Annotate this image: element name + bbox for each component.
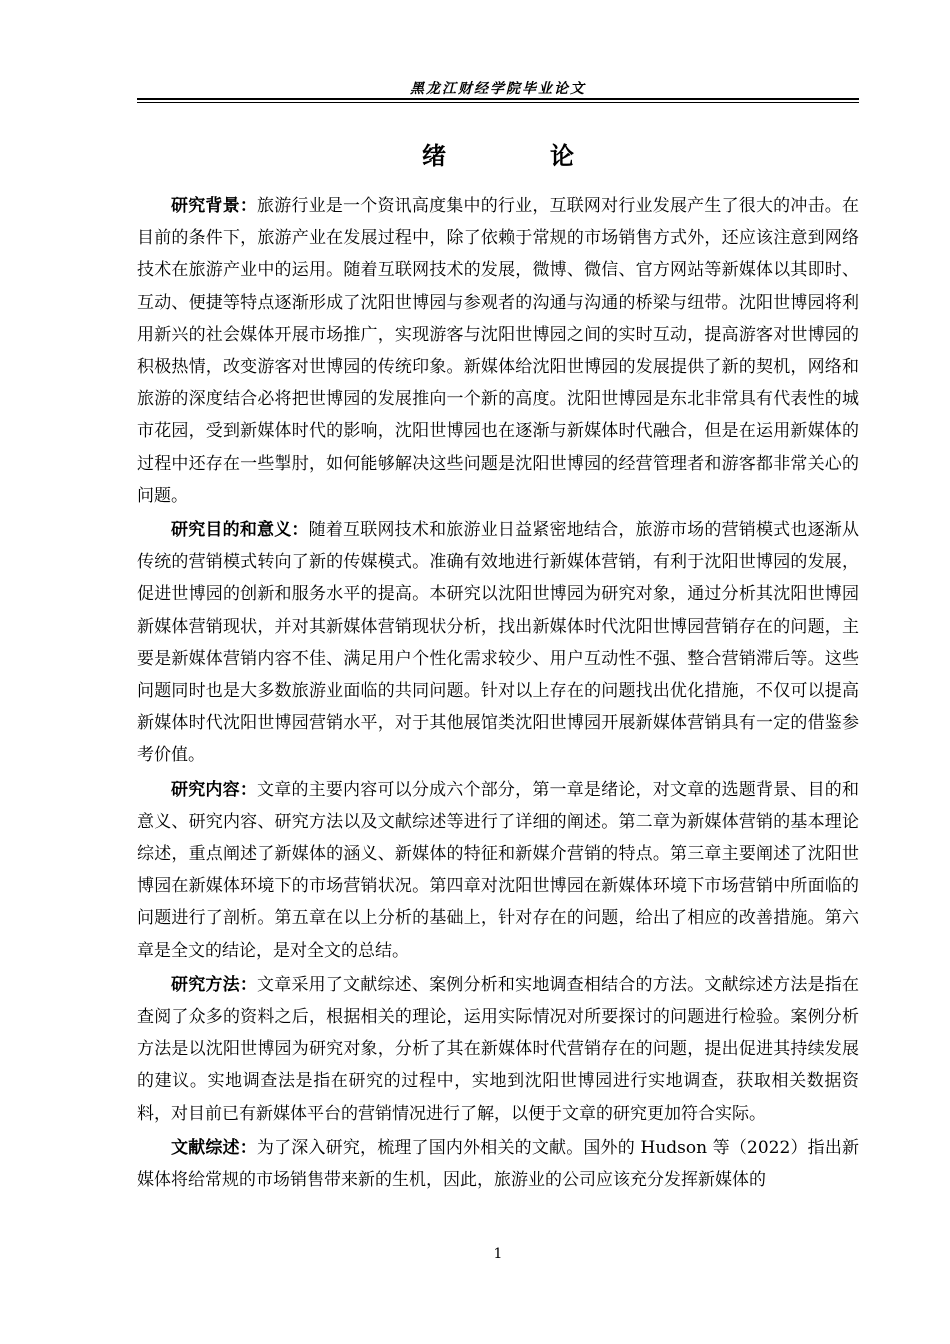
paragraph-text: 旅游行业是一个资讯高度集中的行业，互联网对行业发展产生了很大的冲击。在目前的条件下，旅游产业在发展过程中，除了依赖于常规的市场销售方式外，还应该注意到网络技术在旅游产业中的运用。随着互联网技术的发展，微博、微信、官方网站等新媒体以其即时、互动、便捷等特点逐渐形成了沈阳世博园与参观者的沟通与沟通的桥梁与纽带。沈阳世博园将利用新兴的社会媒体开展市场推广，实现游客与沈阳世博园之间的实时互动，提高游客对世博园的积极热情，改变游客对世博园的传统印象。新媒体给沈阳世博园的发展提供了新的契机，网络和旅游的深度结合必将把世博园的发展推向一个新的高度。沈阳世博园是东北非常具有代表性的城市花园，受到新媒体时代的影响，沈阳世博园也在逐渐与新媒体时代融合，但是在运用新媒体的过程中还存在一些掣肘，如何能够解决这些问题是沈阳世博园的经营管理者和游客都非常关心的问题。	[137, 196, 860, 506]
paragraph-lead: 研究目的和意义：	[171, 520, 309, 541]
paragraph-lead: 研究内容：	[171, 779, 258, 800]
body-text	[137, 190, 859, 1198]
paragraph-lead: 研究方法：	[171, 974, 258, 995]
paragraph-purpose	[137, 514, 859, 772]
header-rule-thick	[137, 98, 859, 100]
paragraph-content	[137, 774, 859, 967]
paragraph-methods	[137, 969, 859, 1130]
header-rule-thin	[137, 102, 859, 103]
paragraph-lead: 文献综述：	[171, 1137, 257, 1158]
paragraph-literature	[137, 1132, 859, 1196]
paragraph-text: 随着互联网技术和旅游业日益紧密地结合，旅游市场的营销模式也逐渐从传统的营销模式转向了新的传媒模式。准确有效地进行新媒体营销，有利于沈阳世博园的发展，促进世博园的创新和服务水平的提高。本研究以沈阳世博园为研究对象，通过分析其沈阳世博园新媒体营销现状，并对其新媒体营销现状分析，找出新媒体时代沈阳世博园营销存在的问题，主要是新媒体营销内容不佳、满足用户个性化需求较少、用户互动性不强、整合营销滞后等。这些问题同时也是大多数旅游业面临的共同问题。针对以上存在的问题找出优化措施，不仅可以提高新媒体时代沈阳世博园营销水平，对于其他展馆类沈阳世博园开展新媒体营销具有一定的借鉴参考价值。	[137, 520, 859, 766]
paragraph-text: 文章的主要内容可以分成六个部分，第一章是绪论，对文章的选题背景、目的和意义、研究内容、研究方法以及文献综述等进行了详细的阐述。第二章为新媒体营销的基本理论综述，重点阐述了新媒体的涵义、新媒体的特征和新媒介营销的特点。第三章主要阐述了沈阳世博园在新媒体环境下的市场营销状况。第四章对沈阳世博园在新媒体环境下市场营销中所面临的问题进行了剖析。第五章在以上分析的基础上，针对存在的问题，给出了相应的改善措施。第六章是全文的结论，是对全文的总结。	[137, 779, 860, 961]
paragraph-text: 文章采用了文献综述、案例分析和实地调查相结合的方法。文献综述方法是指在查阅了众多的资料之后，根据相关的理论，运用实际情况对所要探讨的问题进行检验。案例分析方法是以沈阳世博园为研究对象，分析了其在新媒体时代营销存在的问题，提出促进其持续发展的建议。实地调查法是指在研究的过程中，实地到沈阳世博园进行实地调查，获取相关数据资料，对目前已有新媒体平台的营销情况进行了解，以便于文章的研究更加符合实际。	[137, 974, 860, 1124]
page-number: 1	[493, 1246, 503, 1262]
paragraph-background	[137, 190, 859, 512]
paragraph-text: 为了深入研究，梳理了国内外相关的文献。国外的 Hudson 等（2022）指出新媒体将给常规的市场销售带来新的生机，因此，旅游业的公司应该充分发挥新媒体的	[137, 1137, 860, 1191]
running-header: 黑龙江财经学院毕业论文	[410, 81, 586, 97]
chapter-title: 绪 论	[422, 142, 614, 170]
paragraph-lead: 研究背景：	[171, 196, 258, 216]
